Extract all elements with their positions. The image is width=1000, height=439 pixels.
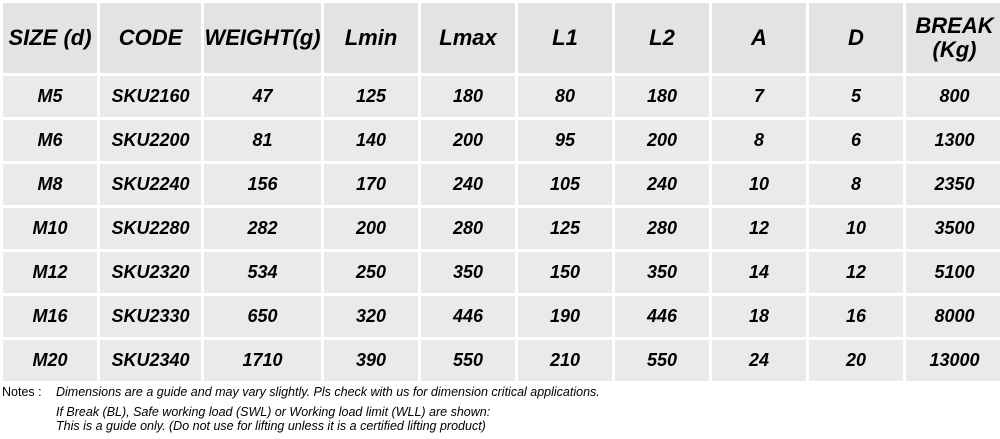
- cell-l2: 350: [615, 252, 709, 293]
- table-row: [3, 164, 1000, 205]
- cell-break: 8000: [906, 296, 1000, 337]
- cell-l2: 550: [615, 340, 709, 381]
- cell-size: M5: [3, 76, 97, 117]
- cell-lmax: 180: [421, 76, 515, 117]
- header-lmax: Lmax: [421, 3, 515, 73]
- cell-lmax: 200: [421, 120, 515, 161]
- cell-weight: 282: [204, 208, 321, 249]
- cell-d: 8: [809, 164, 903, 205]
- cell-code: SKU2200: [100, 120, 201, 161]
- cell-lmin: 125: [324, 76, 418, 117]
- cell-lmax: 240: [421, 164, 515, 205]
- cell-break: 3500: [906, 208, 1000, 249]
- cell-d: 5: [809, 76, 903, 117]
- cell-code: SKU2340: [100, 340, 201, 381]
- cell-a: 24: [712, 340, 806, 381]
- cell-size: M12: [3, 252, 97, 293]
- table-row: [3, 296, 1000, 337]
- cell-break: 13000: [906, 340, 1000, 381]
- cell-weight: 650: [204, 296, 321, 337]
- cell-code: SKU2330: [100, 296, 201, 337]
- cell-d: 6: [809, 120, 903, 161]
- cell-weight: 156: [204, 164, 321, 205]
- cell-lmax: 550: [421, 340, 515, 381]
- table-row: [3, 252, 1000, 293]
- cell-a: 12: [712, 208, 806, 249]
- cell-l2: 280: [615, 208, 709, 249]
- cell-size: M6: [3, 120, 97, 161]
- header-lmin: Lmin: [324, 3, 418, 73]
- cell-d: 20: [809, 340, 903, 381]
- cell-code: SKU2240: [100, 164, 201, 205]
- cell-a: 7: [712, 76, 806, 117]
- table-row: [3, 208, 1000, 249]
- cell-d: 12: [809, 252, 903, 293]
- cell-l1: 210: [518, 340, 612, 381]
- cell-weight: 47: [204, 76, 321, 117]
- cell-l2: 200: [615, 120, 709, 161]
- cell-code: SKU2320: [100, 252, 201, 293]
- cell-lmin: 170: [324, 164, 418, 205]
- cell-lmax: 446: [421, 296, 515, 337]
- cell-d: 16: [809, 296, 903, 337]
- cell-lmin: 140: [324, 120, 418, 161]
- cell-l1: 125: [518, 208, 612, 249]
- cell-lmin: 200: [324, 208, 418, 249]
- cell-l1: 105: [518, 164, 612, 205]
- cell-l1: 95: [518, 120, 612, 161]
- header-break-label: BREAK (Kg): [915, 13, 994, 62]
- cell-lmax: 350: [421, 252, 515, 293]
- cell-weight: 534: [204, 252, 321, 293]
- header-d: D: [809, 3, 903, 73]
- header-size: SIZE (d): [3, 3, 97, 73]
- cell-break: 1300: [906, 120, 1000, 161]
- cell-lmin: 390: [324, 340, 418, 381]
- cell-break: 800: [906, 76, 1000, 117]
- cell-a: 14: [712, 252, 806, 293]
- table-body: [3, 76, 1000, 381]
- table-row: [3, 76, 1000, 117]
- notes-lines: [56, 384, 600, 433]
- cell-code: SKU2280: [100, 208, 201, 249]
- header-weight: WEIGHT(g): [204, 3, 321, 73]
- table-row: [3, 340, 1000, 381]
- table-row: [3, 120, 1000, 161]
- cell-l2: 240: [615, 164, 709, 205]
- cell-size: M20: [3, 340, 97, 381]
- header-l1: L1: [518, 3, 612, 73]
- notes-label: Notes :: [2, 385, 42, 399]
- cell-size: M10: [3, 208, 97, 249]
- cell-a: 18: [712, 296, 806, 337]
- cell-size: M8: [3, 164, 97, 205]
- cell-break: 2350: [906, 164, 1000, 205]
- cell-break: 5100: [906, 252, 1000, 293]
- note-line-1: Dimensions are a guide and may vary slightly. Pls check with us for dimension critical applications.: [56, 385, 600, 399]
- cell-size: M16: [3, 296, 97, 337]
- note-line-2: If Break (BL), Safe working load (SWL) or Working load limit (WLL) are shown:: [56, 405, 491, 419]
- cell-d: 10: [809, 208, 903, 249]
- header-a: A: [712, 3, 806, 73]
- cell-weight: 81: [204, 120, 321, 161]
- cell-l2: 446: [615, 296, 709, 337]
- cell-a: 8: [712, 120, 806, 161]
- header-l2: L2: [615, 3, 709, 73]
- header-row: [3, 3, 1000, 73]
- cell-l2: 180: [615, 76, 709, 117]
- header-break: [906, 3, 1000, 73]
- cell-l1: 80: [518, 76, 612, 117]
- cell-l1: 150: [518, 252, 612, 293]
- cell-l1: 190: [518, 296, 612, 337]
- cell-code: SKU2160: [100, 76, 201, 117]
- cell-a: 10: [712, 164, 806, 205]
- note-line-3: This is a guide only. (Do not use for lifting unless it is a certified lifting product): [56, 419, 486, 433]
- header-code: CODE: [100, 3, 201, 73]
- cell-lmin: 250: [324, 252, 418, 293]
- cell-weight: 1710: [204, 340, 321, 381]
- cell-lmax: 280: [421, 208, 515, 249]
- cell-lmin: 320: [324, 296, 418, 337]
